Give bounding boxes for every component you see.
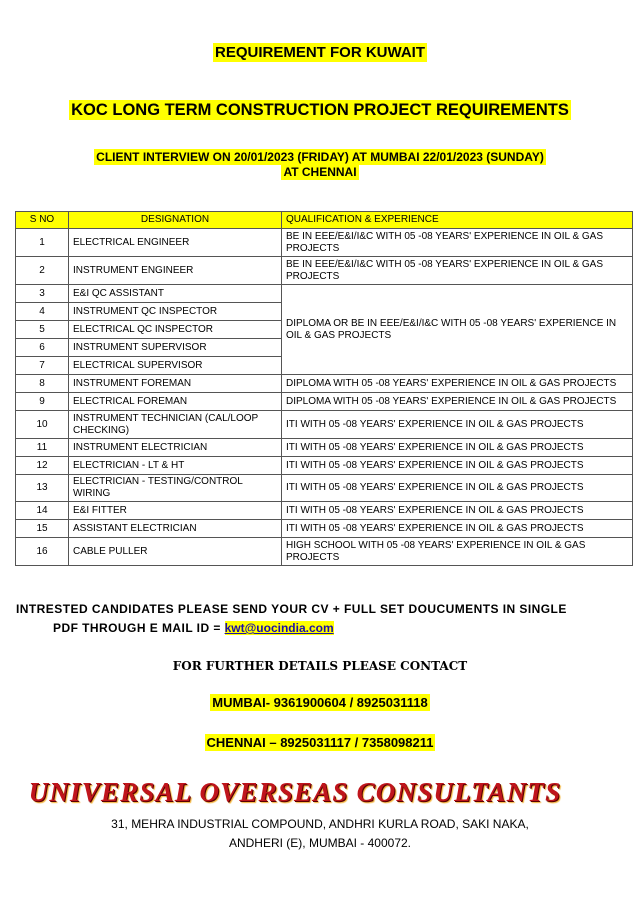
application-instructions [16, 600, 576, 638]
table-header-row [16, 212, 633, 229]
row-designation: INSTRUMENT SUPERVISOR [69, 339, 282, 357]
row-designation: CABLE PULLER [69, 538, 282, 566]
table-row [16, 457, 633, 475]
company-address [0, 815, 640, 853]
row-qualification: DIPLOMA WITH 05 -08 YEARS' EXPERIENCE IN OIL & GAS PROJECTS [282, 375, 633, 393]
merged-qualification: DIPLOMA OR BE IN EEE/E&I/I&C WITH 05 -08 YEARS' EXPERIENCE IN OIL & GAS PROJECTS [282, 285, 633, 375]
table-row [16, 411, 633, 439]
header-qualification: QUALIFICATION & EXPERIENCE [282, 212, 633, 229]
subtitle-text: KOC LONG TERM CONSTRUCTION PROJECT REQUIREMENTS [71, 101, 569, 119]
row-sno: 13 [16, 475, 69, 502]
further-details-heading: FOR FURTHER DETAILS PLEASE CONTACT [172, 659, 468, 673]
row-sno: 15 [16, 520, 69, 538]
row-sno: 6 [16, 339, 69, 357]
apply-line-1: INTRESTED CANDIDATES PLEASE SEND YOUR CV + FULL SET DOUCUMENTS IN SINGLE [16, 602, 567, 616]
mumbai-contact-text: MUMBAI- 9361900604 / 8925031118 [212, 695, 428, 710]
row-sno: 9 [16, 393, 69, 411]
table-row [16, 439, 633, 457]
company-name: UNIVERSAL OVERSEAS CONSULTANTS [28, 777, 562, 807]
interview-line-2: AT CHENNAI [283, 165, 357, 179]
interview-schedule [0, 150, 640, 180]
interview-line-1: CLIENT INTERVIEW ON 20/01/2023 (FRIDAY) AT MUMBAI 22/01/2023 (SUNDAY) [96, 150, 544, 164]
row-qualification: ITI WITH 05 -08 YEARS' EXPERIENCE IN OIL & GAS PROJECTS [282, 411, 633, 439]
header-designation: DESIGNATION [69, 212, 282, 229]
row-designation: ELECTRICIAN - TESTING/CONTROL WIRING [69, 475, 282, 502]
row-sno: 2 [16, 257, 69, 285]
row-designation: E&I FITTER [69, 502, 282, 520]
row-sno: 10 [16, 411, 69, 439]
row-designation: ELECTRICAL FOREMAN [69, 393, 282, 411]
chennai-contact [0, 735, 640, 750]
mumbai-contact [0, 695, 640, 710]
email-link[interactable]: kwt@uocindia.com [224, 621, 334, 635]
row-designation: ELECTRICAL ENGINEER [69, 229, 282, 257]
table-row [16, 285, 633, 303]
row-sno: 8 [16, 375, 69, 393]
apply-line-2 [16, 619, 576, 638]
row-designation: INSTRUMENT TECHNICIAN (CAL/LOOP CHECKING) [69, 411, 282, 439]
row-sno: 11 [16, 439, 69, 457]
row-designation: ELECTRICAL QC INSPECTOR [69, 321, 282, 339]
page-subtitle [0, 101, 640, 120]
table-row [16, 538, 633, 566]
row-sno: 16 [16, 538, 69, 566]
row-qualification: ITI WITH 05 -08 YEARS' EXPERIENCE IN OIL & GAS PROJECTS [282, 520, 633, 538]
row-sno: 12 [16, 457, 69, 475]
page-title [0, 44, 640, 61]
address-line-2: ANDHERI (E), MUMBAI - 400072. [228, 836, 412, 850]
row-sno: 7 [16, 357, 69, 375]
row-designation: INSTRUMENT FOREMAN [69, 375, 282, 393]
row-designation: ELECTRICAL SUPERVISOR [69, 357, 282, 375]
table-row [16, 475, 633, 502]
row-designation: INSTRUMENT QC INSPECTOR [69, 303, 282, 321]
row-sno: 5 [16, 321, 69, 339]
table-row [16, 520, 633, 538]
row-sno: 1 [16, 229, 69, 257]
requirements-table [15, 211, 633, 566]
row-qualification: ITI WITH 05 -08 YEARS' EXPERIENCE IN OIL & GAS PROJECTS [282, 475, 633, 502]
header-sno: S NO [16, 212, 69, 229]
row-qualification: DIPLOMA WITH 05 -08 YEARS' EXPERIENCE IN OIL & GAS PROJECTS [282, 393, 633, 411]
row-qualification: HIGH SCHOOL WITH 05 -08 YEARS' EXPERIENCE IN OIL & GAS PROJECTS [282, 538, 633, 566]
table-row [16, 375, 633, 393]
table-row [16, 229, 633, 257]
row-qualification: ITI WITH 05 -08 YEARS' EXPERIENCE IN OIL & GAS PROJECTS [282, 439, 633, 457]
row-designation: INSTRUMENT ENGINEER [69, 257, 282, 285]
title-text: REQUIREMENT FOR KUWAIT [215, 44, 425, 61]
row-qualification: BE IN EEE/E&I/I&C WITH 05 -08 YEARS' EXPERIENCE IN OIL & GAS PROJECTS [282, 229, 633, 257]
table-row [16, 502, 633, 520]
row-sno: 4 [16, 303, 69, 321]
row-designation: E&I QC ASSISTANT [69, 285, 282, 303]
row-designation: INSTRUMENT ELECTRICIAN [69, 439, 282, 457]
row-designation: ELECTRICIAN - LT & HT [69, 457, 282, 475]
row-sno: 3 [16, 285, 69, 303]
row-qualification: ITI WITH 05 -08 YEARS' EXPERIENCE IN OIL & GAS PROJECTS [282, 502, 633, 520]
apply-line-2-prefix: PDF THROUGH E MAIL ID = [53, 621, 225, 635]
table-row [16, 393, 633, 411]
chennai-contact-text: CHENNAI – 8925031117 / 7358098211 [206, 735, 434, 750]
row-sno: 14 [16, 502, 69, 520]
table-row [16, 257, 633, 285]
address-line-1: 31, MEHRA INDUSTRIAL COMPOUND, ANDHRI KURLA ROAD, SAKI NAKA, [111, 817, 529, 831]
row-qualification: ITI WITH 05 -08 YEARS' EXPERIENCE IN OIL & GAS PROJECTS [282, 457, 633, 475]
row-designation: ASSISTANT ELECTRICIAN [69, 520, 282, 538]
row-qualification: BE IN EEE/E&I/I&C WITH 05 -08 YEARS' EXPERIENCE IN OIL & GAS PROJECTS [282, 257, 633, 285]
